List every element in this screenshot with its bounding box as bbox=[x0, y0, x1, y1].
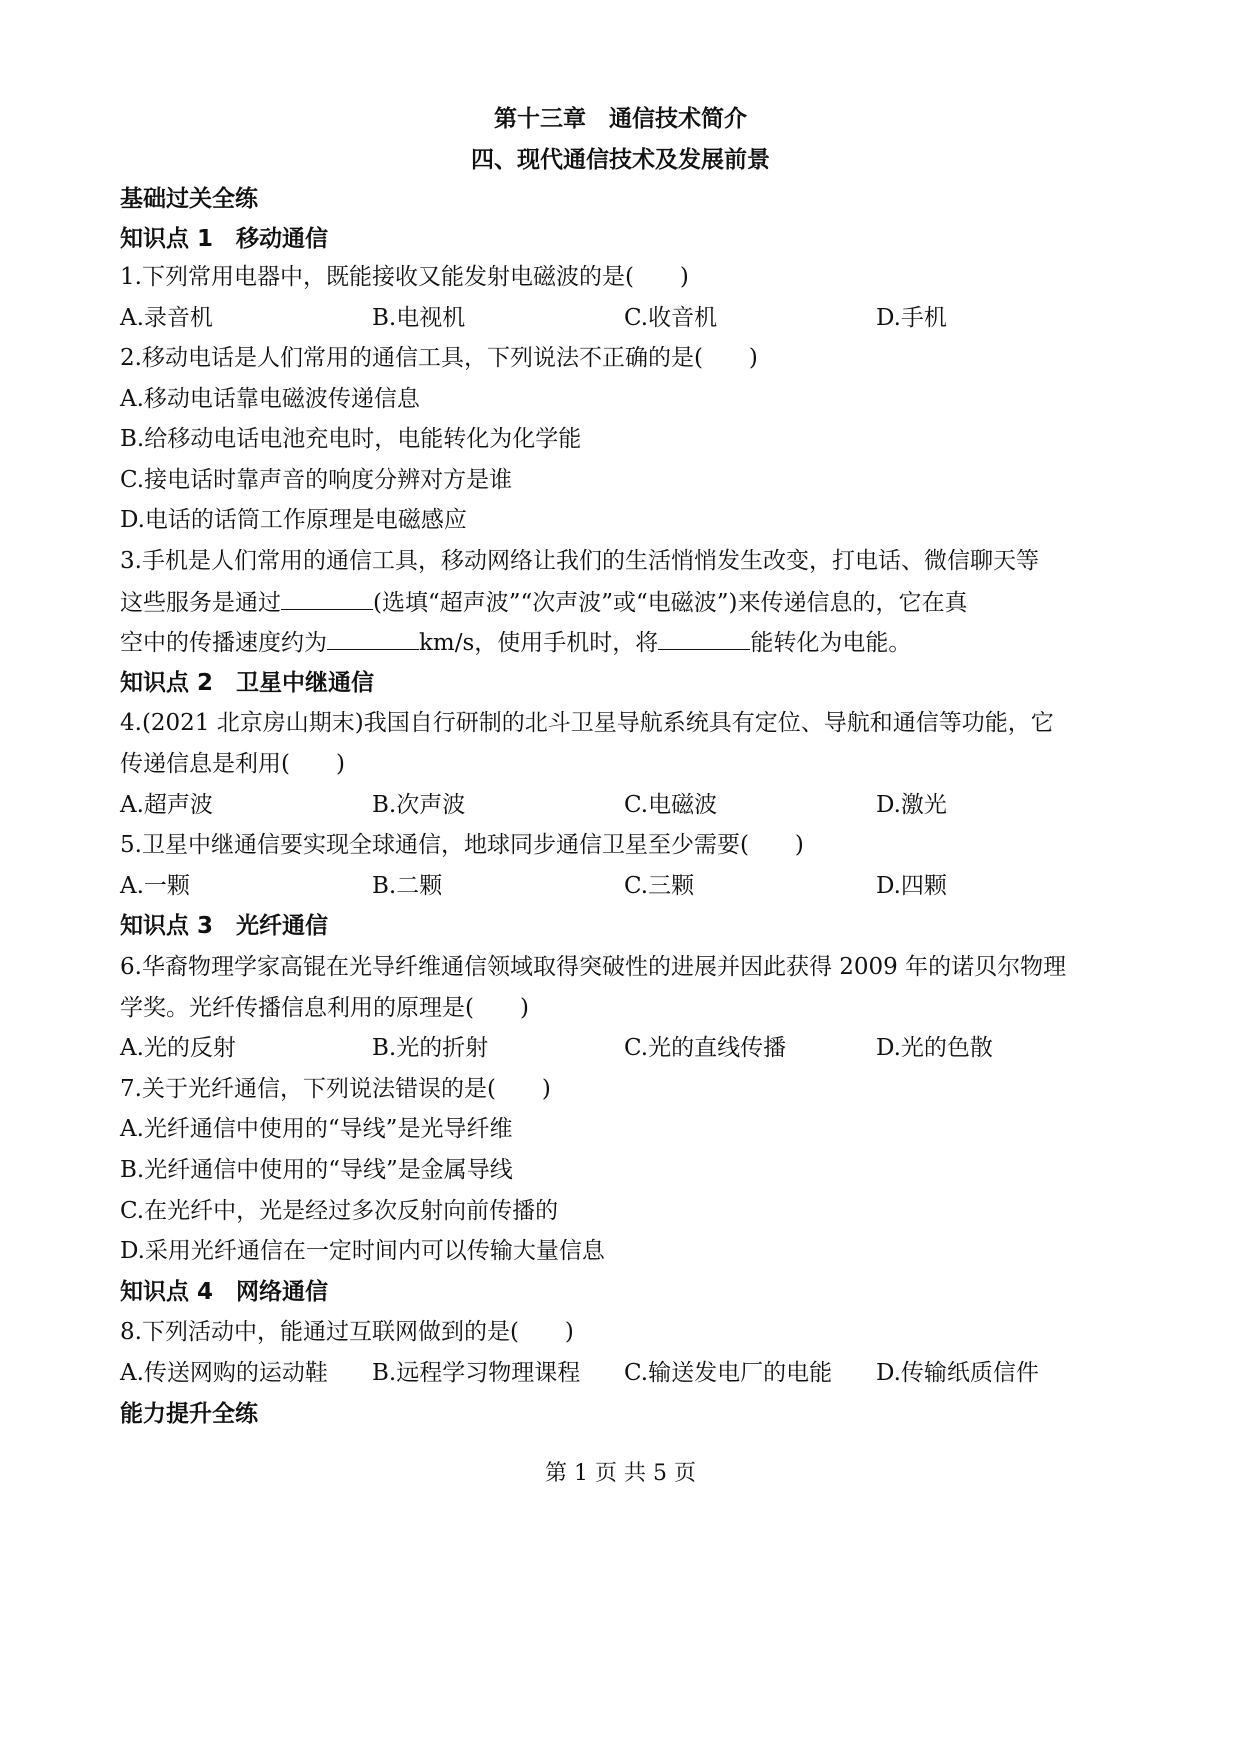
option-d: D.激光 bbox=[876, 792, 947, 818]
question-2-option-d: D.电话的话筒工作原理是电磁感应 bbox=[120, 507, 467, 533]
question-3-line-3 bbox=[120, 627, 1130, 658]
question-4-line-2: 传递信息是利用( ) bbox=[120, 751, 345, 777]
question-6-line-2: 学奖。光纤传播信息利用的原理是( ) bbox=[120, 995, 529, 1021]
option-a: A.录音机 bbox=[120, 305, 213, 331]
question-6-line-1: 6.华裔物理学家高锟在光导纤维通信领域取得突破性的进展并因此获得 2009 年的诺贝尔物理 bbox=[120, 954, 1067, 980]
option-d: D.传输纸质信件 bbox=[876, 1360, 1039, 1386]
question-7-option-c: C.在光纤中，光是经过多次反射向前传播的 bbox=[120, 1198, 559, 1224]
question-7-option-d: D.采用光纤通信在一定时间内可以传输大量信息 bbox=[120, 1238, 605, 1264]
option-b: B.光的折射 bbox=[372, 1035, 489, 1061]
answer-blank bbox=[658, 627, 750, 650]
question-1: 1.下列常用电器中，既能接收又能发射电磁波的是( ) bbox=[120, 264, 689, 290]
knowledge-point-1: 知识点 1 移动通信 bbox=[120, 226, 329, 252]
knowledge-point-4: 知识点 4 网络通信 bbox=[120, 1279, 329, 1305]
option-c: C.输送发电厂的电能 bbox=[624, 1360, 833, 1386]
option-a: A.一颗 bbox=[120, 873, 190, 899]
option-c: C.光的直线传播 bbox=[624, 1035, 787, 1061]
option-c: C.三颗 bbox=[624, 873, 695, 899]
option-a: A.传送网购的运动鞋 bbox=[120, 1360, 328, 1386]
question-7: 7.关于光纤通信，下列说法错误的是( ) bbox=[120, 1076, 551, 1102]
answer-blank bbox=[281, 587, 373, 610]
knowledge-point-2: 知识点 2 卫星中继通信 bbox=[120, 670, 375, 696]
question-7-option-a: A.光纤通信中使用的“导线”是光导纤维 bbox=[120, 1116, 513, 1142]
section-heading-basic: 基础过关全练 bbox=[120, 186, 258, 212]
chapter-title: 第十三章 通信技术简介 bbox=[494, 106, 747, 132]
q3-text: km/s，使用手机时，将 bbox=[419, 630, 659, 656]
question-5: 5.卫星中继通信要实现全球通信，地球同步通信卫星至少需要( ) bbox=[120, 832, 804, 858]
q3-text: 空中的传播速度约为 bbox=[120, 630, 327, 656]
q3-text: 能转化为电能。 bbox=[750, 630, 912, 656]
option-b: B.二颗 bbox=[372, 873, 443, 899]
answer-blank bbox=[327, 627, 419, 650]
question-2: 2.移动电话是人们常用的通信工具，下列说法不正确的是( ) bbox=[120, 345, 758, 371]
option-c: C.收音机 bbox=[624, 305, 718, 331]
section-heading-advanced: 能力提升全练 bbox=[120, 1401, 258, 1427]
option-c: C.电磁波 bbox=[624, 792, 718, 818]
q3-text: (选填“超声波”“次声波”或“电磁波”)来传递信息的，它在真 bbox=[373, 590, 968, 616]
option-d: D.光的色散 bbox=[876, 1035, 993, 1061]
question-2-option-a: A.移动电话靠电磁波传递信息 bbox=[120, 386, 420, 412]
question-4-line-1: 4.(2021 北京房山期末)我国自行研制的北斗卫星导航系统具有定位、导航和通信等功能，它 bbox=[120, 710, 1054, 736]
option-b: B.电视机 bbox=[372, 305, 466, 331]
question-7-option-b: B.光纤通信中使用的“导线”是金属导线 bbox=[120, 1157, 513, 1183]
option-d: D.四颗 bbox=[876, 873, 947, 899]
page-footer: 第 1 页 共 5 页 bbox=[545, 1461, 696, 1486]
question-2-option-b: B.给移动电话电池充电时，电能转化为化学能 bbox=[120, 426, 582, 452]
option-d: D.手机 bbox=[876, 305, 947, 331]
option-b: B.次声波 bbox=[372, 792, 466, 818]
knowledge-point-3: 知识点 3 光纤通信 bbox=[120, 913, 329, 939]
question-8: 8.下列活动中，能通过互联网做到的是( ) bbox=[120, 1319, 574, 1345]
option-a: A.超声波 bbox=[120, 792, 213, 818]
lesson-title: 四、现代通信技术及发展前景 bbox=[471, 147, 770, 173]
question-3-line-2 bbox=[120, 587, 1130, 618]
q3-text: 这些服务是通过 bbox=[120, 590, 281, 616]
question-3-line-1: 3.手机是人们常用的通信工具，移动网络让我们的生活悄悄发生改变，打电话、微信聊天等 bbox=[120, 548, 1039, 574]
question-2-option-c: C.接电话时靠声音的响度分辨对方是谁 bbox=[120, 467, 513, 493]
option-a: A.光的反射 bbox=[120, 1035, 236, 1061]
option-b: B.远程学习物理课程 bbox=[372, 1360, 581, 1386]
